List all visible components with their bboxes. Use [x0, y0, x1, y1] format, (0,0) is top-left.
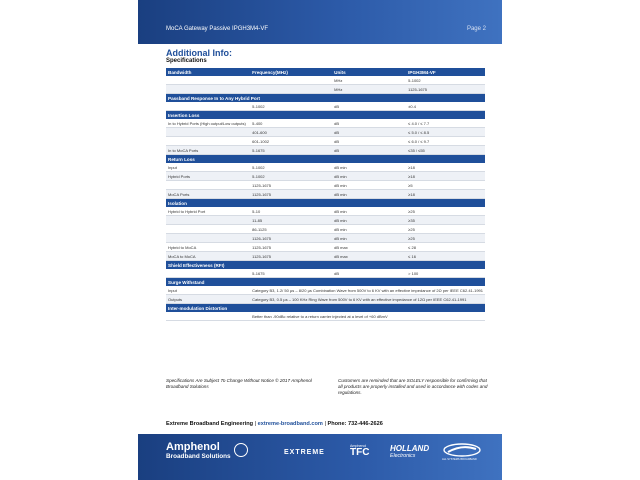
table-cell: [166, 137, 250, 146]
table-cell: MoCA Ports: [166, 190, 250, 199]
table-cell: dB: [332, 146, 406, 155]
section-title: Additional Info:: [166, 48, 232, 58]
table-cell: dB min: [332, 234, 406, 243]
table-cell: 86-1125: [250, 225, 332, 234]
table-cell: 5-1002: [250, 163, 332, 172]
table-cell: Passband Response In to Any Hybrid Port: [166, 94, 485, 103]
table-cell: ≥18: [406, 190, 485, 199]
table-cell: Shield Effectiveness (RFI): [166, 261, 485, 270]
table-row: [166, 76, 485, 85]
table-cell: Insertion Loss: [166, 111, 485, 120]
document-sheet: [138, 0, 502, 480]
separator: |: [254, 421, 257, 427]
table-row: [166, 216, 485, 225]
pps-logo: [442, 442, 482, 462]
table-cell: ≥5: [406, 181, 485, 190]
table-cell: Better than -90dBc relative to a return carrier injected at a level of +60 dBmV: [250, 312, 485, 321]
table-row: [166, 85, 485, 94]
document-title: MoCA Gateway Passive IPGH3M4-VF: [166, 26, 269, 32]
table-cell: 1125-1675: [250, 190, 332, 199]
table-cell: Frequency(MHz): [250, 68, 332, 76]
table-row: [166, 207, 485, 216]
holland-logo-subtext: Electronics: [390, 453, 416, 459]
table-cell: [250, 85, 332, 94]
table-cell: ≤35 / ≤55: [406, 146, 485, 155]
table-row: [166, 243, 485, 252]
table-cell: Bandwidth: [166, 68, 250, 76]
table-section-header: [166, 155, 485, 164]
table-cell: dB: [332, 269, 406, 278]
table-cell: Inter-modulation Distortion: [166, 304, 485, 313]
phone-number: Phone: 732-446-2626: [327, 421, 383, 427]
table-cell: Hybrid to MoCA: [166, 243, 250, 252]
section-subtitle: Specifications: [166, 58, 207, 64]
table-cell: 5-1675: [250, 146, 332, 155]
table-row: [166, 128, 485, 137]
right-margin: [502, 0, 640, 480]
table-row: [166, 234, 485, 243]
table-cell: dB max: [332, 243, 406, 252]
table-cell: Category B3, 1.2/ 50 µs – 8/20 µs Combination Wave from 500V to 6 KV with an effective impedance of 2Ω per IEEE C62.41-1991: [252, 287, 483, 293]
table-cell: [166, 269, 250, 278]
table-cell: In to Hybrid Ports (High output/Low outputs): [166, 119, 250, 128]
table-cell: 5-1002: [250, 172, 332, 181]
table-cell: ≥25: [406, 225, 485, 234]
table-cell: Return Loss: [166, 155, 485, 164]
amphenol-logo-text: Amphenol: [166, 441, 220, 453]
table-section-header: [166, 94, 485, 103]
holland-logo-text: HOLLAND: [390, 444, 430, 453]
table-cell: 601-1002: [250, 137, 332, 146]
table-cell: 5-1002: [406, 76, 485, 85]
table-cell: dB min: [332, 172, 406, 181]
table-cell: ≥18: [406, 163, 485, 172]
table-cell: 11-85: [250, 216, 332, 225]
table-cell: 1126-1675: [250, 234, 332, 243]
table-row: [166, 181, 485, 190]
table-row: [166, 252, 485, 261]
table-cell: [166, 85, 250, 94]
globe-icon: [234, 443, 248, 457]
table-row: [166, 225, 485, 234]
table-row: [166, 163, 485, 172]
tfc-logo-text: TFC: [350, 447, 370, 458]
table-cell: dB max: [332, 252, 406, 261]
table-cell: dB min: [332, 181, 406, 190]
left-margin: [0, 0, 138, 480]
table-row: [166, 172, 485, 181]
table-cell: Category B3, 0.5 µs – 100 KHz Ring Wave from 500V to 6 KV with an effective impedance of 12Ω per IEEE C62.41-1991: [250, 295, 485, 304]
contact-line: [166, 421, 383, 427]
table-cell: dB min: [332, 207, 406, 216]
table-cell: [166, 225, 250, 234]
table-cell: 5-1002: [250, 102, 332, 111]
page-number: Page 2: [466, 26, 486, 32]
table-cell: Outputs: [166, 295, 250, 304]
table-cell: Input: [166, 163, 250, 172]
table-cell: dB: [332, 128, 406, 137]
table-cell: Hybrid Ports: [166, 172, 250, 181]
table-cell: Isolation: [166, 199, 485, 208]
table-cell: [166, 312, 250, 321]
table-cell: Input: [166, 286, 250, 295]
separator: |: [324, 421, 326, 427]
pps-logo-text: ALL SYSTEMS BROADBAND: [442, 458, 477, 461]
table-cell: IPGH3M4-VF: [406, 68, 485, 76]
table-row: [166, 269, 485, 278]
table-cell: > 100: [406, 269, 485, 278]
table-section-header: [166, 261, 485, 270]
table-cell: 5-400: [250, 119, 332, 128]
table-cell: Units: [332, 68, 406, 76]
table-cell: ≥35: [406, 216, 485, 225]
table-row: [166, 190, 485, 199]
table-row: [166, 137, 485, 146]
table-cell: MoCA to MoCA: [166, 252, 250, 261]
tfc-logo-small: Amphenol: [350, 444, 367, 448]
table-cell: ≤ 16: [406, 252, 485, 261]
table-row: [166, 312, 485, 321]
table-cell: 1125-1675: [250, 181, 332, 190]
table-cell: [166, 76, 250, 85]
table-cell: [166, 102, 250, 111]
table-row: [166, 286, 485, 295]
table-cell: dB min: [332, 190, 406, 199]
table-row: [166, 102, 485, 111]
table-section-header: [166, 111, 485, 120]
page-header-banner: [138, 0, 502, 44]
table-cell: [166, 216, 250, 225]
amphenol-logo-subtext: Broadband Solutions: [166, 453, 231, 460]
company-name: Extreme Broadband Engineering: [166, 421, 254, 427]
table-cell: [166, 234, 250, 243]
table-cell: ≥25: [406, 234, 485, 243]
table-row: [166, 119, 485, 128]
table-cell: dB: [332, 102, 406, 111]
specifications-table-body: [166, 68, 485, 321]
table-cell: 1125-1675: [250, 252, 332, 261]
customer-reminder-note: Customers are reminded that are SOLELY responsible for confirming that all products are properly installed and used in accordance with codes and regulations.: [338, 378, 488, 395]
table-cell: ≥25: [406, 207, 485, 216]
table-cell: dB min: [332, 225, 406, 234]
table-row: [166, 146, 485, 155]
table-cell: 1125-1675: [250, 243, 332, 252]
table-cell: ≤ 4.0 / ≤ 7.7: [406, 119, 485, 128]
table-cell: ≤ 28: [406, 243, 485, 252]
table-cell: Surge Withstand: [166, 278, 485, 287]
table-cell: [166, 181, 250, 190]
table-cell: [166, 128, 250, 137]
table-row: [166, 295, 485, 304]
table-cell: dB: [332, 119, 406, 128]
website-link[interactable]: extreme-broadband.com: [257, 421, 323, 427]
table-header-row: [166, 68, 485, 76]
table-cell: ≤ 5.0 / ≤ 8.5: [406, 128, 485, 137]
table-cell: 401-600: [250, 128, 332, 137]
table-cell: ≤ 6.0 / ≤ 9.7: [406, 137, 485, 146]
table-cell: Hybrid to Hybrid Port: [166, 207, 250, 216]
tfc-logo: [350, 444, 369, 458]
disclaimer-note: Specifications Are Subject To Change Without Notice © 2017 Amphenol Broadband Solutions: [166, 378, 312, 389]
extreme-logo: EXTREME: [284, 449, 325, 456]
table-section-header: [166, 304, 485, 313]
table-cell: dB: [332, 137, 406, 146]
holland-logo: [390, 444, 429, 459]
table-cell: In to MoCA Ports: [166, 146, 250, 155]
table-cell: ±0.4: [406, 102, 485, 111]
swoosh-icon: [442, 442, 482, 458]
table-cell: [250, 76, 332, 85]
table-cell: dB min: [332, 216, 406, 225]
table-cell: dB min: [332, 163, 406, 172]
table-cell: 1125-1675: [406, 85, 485, 94]
table-cell: ≥18: [406, 172, 485, 181]
table-cell: MHz: [332, 85, 406, 94]
specifications-table: [166, 68, 485, 321]
table-section-header: [166, 278, 485, 287]
table-section-header: [166, 199, 485, 208]
table-cell: MHz: [332, 76, 406, 85]
amphenol-logo: [166, 442, 231, 461]
table-cell: 5-10: [250, 207, 332, 216]
table-cell: 5-1675: [250, 269, 332, 278]
